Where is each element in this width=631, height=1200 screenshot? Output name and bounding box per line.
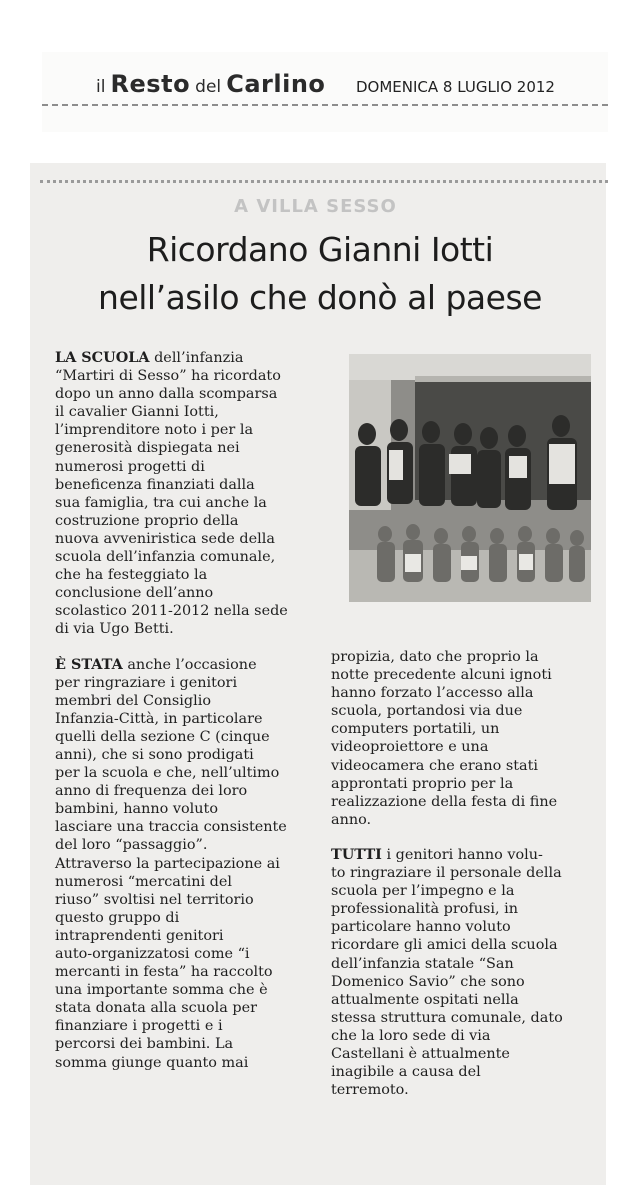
article-headline	[40, 226, 600, 322]
headline-line-1: Ricordano Gianni Iotti	[146, 230, 494, 269]
paragraph-4-lead: TUTTI	[331, 845, 382, 863]
paragraph-2-text: anche l’occasione per ringraziare i genitori membri del Consiglio Infanzia-Città, in particolare quelli della sezione C (cinque anni), che si sono prodigati per la scuola e che, nell’ultimo anno di frequenza dei loro bambini, hanno voluto lasciare una traccia consistente del loro “passaggio”. Attraverso la partecipazione ai numerosi “mercatini del riuso” svoltisi nel territorio questo gruppo di intraprendenti genitori auto-organizzatosi come “i mercanti in festa” ha raccolto una importante somma che è stata donata alla scuola per finanziare i progetti e i percorsi dei bambini. La somma giunge quanto mai	[55, 656, 287, 1071]
paragraph-4	[331, 846, 593, 1099]
article-column-left	[55, 349, 327, 1072]
paragraph-3: propizia, dato che proprio la notte precedente alcuni ignoti hanno forzato l’accesso alla scuola, portandosi via due computers portatili, un videoproiettore e una videocamera che erano stati approntati proprio per la realizzazione della festa di fine anno.	[331, 649, 558, 828]
paragraph-1-text: dell’infanzia “Martiri di Sesso” ha ricordato dopo un anno dalla scomparsa il cavalier Gianni Iotti, l’imprenditore noto i per la generosità dispiegata nei numerosi progetti di beneficenza finanziati dalla sua famiglia, tra cui anche la costruzione proprio della nuova avveniristica sede della scuola dell’infanzia comunale, che ha festeggiato la conclusione dell’anno scolastico 2011-2012 nella sede di via Ugo Betti.	[55, 350, 288, 638]
masthead	[42, 62, 608, 112]
article-column-right	[331, 648, 593, 1099]
paragraph-4-text: i genitori hanno volu- to ringraziare il personale della scuola per l’impegno e la professionalità profusi, in particolare hanno voluto ricordare gli amici della scuola dell’infanzia statale “San Domenico Savio” che sono attualmente ospitati nella stessa struttura comunale, dato che la loro sede di via Castellani è attualmente inagibile a causa del terremoto.	[331, 846, 563, 1099]
name-prefix: il	[96, 77, 106, 97]
headline-line-2: nell’asilo che donò al paese	[98, 278, 542, 317]
clipping-top-rule	[40, 180, 608, 183]
paragraph-1	[55, 349, 327, 639]
masthead-rule	[42, 104, 608, 106]
group-photo-image	[349, 354, 591, 602]
name-carlino: Carlino	[226, 70, 326, 98]
issue-date: DOMENICA 8 LUGLIO 2012	[356, 78, 555, 96]
paragraph-2	[55, 656, 327, 1072]
name-del: del	[195, 77, 222, 97]
article-photo	[349, 354, 591, 602]
paragraph-2-lead: È STATA	[55, 655, 123, 673]
paragraph-1-lead: LA SCUOLA	[55, 349, 150, 366]
newspaper-name	[96, 70, 325, 98]
name-resto: Resto	[110, 70, 191, 98]
article-kicker: A VILLA SESSO	[234, 196, 397, 217]
